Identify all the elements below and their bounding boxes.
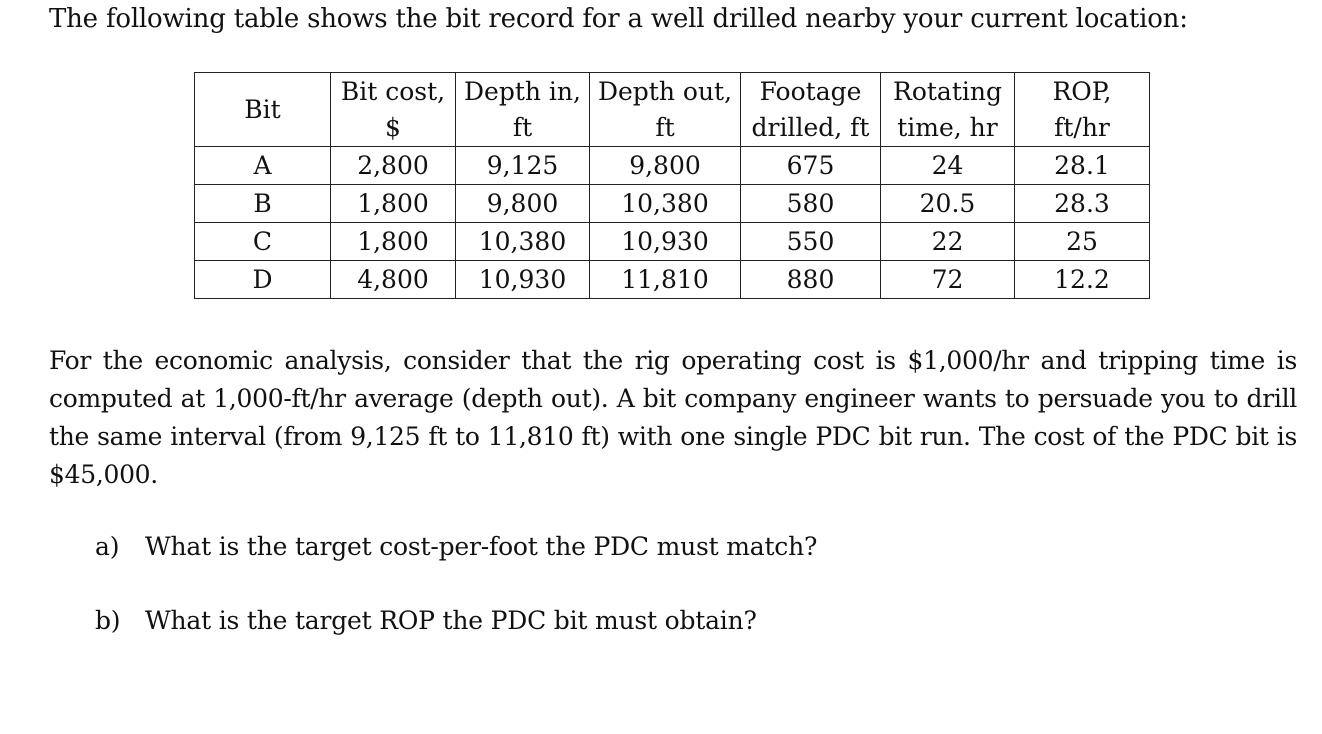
header-rop-line2: ft/hr — [1054, 112, 1110, 142]
header-rotating-time-line1: Rotating — [893, 76, 1002, 106]
header-depth-in-line1: Depth in, — [464, 76, 581, 106]
cell-depth-in: 9,125 — [456, 147, 590, 185]
header-bit-line1: Bit — [244, 94, 281, 124]
header-footage — [741, 73, 881, 147]
cell-bit: B — [195, 185, 331, 223]
cell-depth-in: 10,930 — [456, 261, 590, 299]
cell-bit: A — [195, 147, 331, 185]
cell-depth-out: 10,930 — [590, 223, 741, 261]
table-header-row — [195, 73, 1150, 147]
problem-paragraph: For the economic analysis, consider that the rig operating cost is $1,000/hr and tripping time is computed at 1,000-ft/hr average (depth out). A bit company engineer wants to persuade you to drill the same interval (from 9,125 ft to 11,810 ft) with one single PDC bit run. The cost of the PDC bit is $45,000. — [49, 346, 1297, 489]
bit-record-table — [194, 72, 1150, 299]
cell-bit-cost: 1,800 — [331, 223, 456, 261]
header-bit-cost-line2: $ — [385, 112, 401, 142]
table-row — [195, 261, 1150, 299]
question-b-text: What is the target ROP the PDC bit must obtain? — [145, 606, 757, 635]
header-rotating-time-line2: time, hr — [897, 112, 998, 142]
cell-bit-cost: 4,800 — [331, 261, 456, 299]
question-a-text: What is the target cost-per-foot the PDC must match? — [145, 532, 818, 561]
cell-footage: 550 — [741, 223, 881, 261]
cell-bit: C — [195, 223, 331, 261]
cell-footage: 675 — [741, 147, 881, 185]
cell-depth-out: 9,800 — [590, 147, 741, 185]
header-bit-cost — [331, 73, 456, 147]
cell-footage: 580 — [741, 185, 881, 223]
cell-rop: 25 — [1015, 223, 1150, 261]
header-bit-cost-line1: Bit cost, — [340, 76, 446, 106]
question-a-marker: a) — [95, 532, 120, 561]
question-a — [95, 530, 817, 564]
header-depth-out-line1: Depth out, — [597, 76, 733, 106]
header-depth-out-line2: ft — [655, 112, 675, 142]
cell-rotating-time: 72 — [881, 261, 1015, 299]
cell-rotating-time: 24 — [881, 147, 1015, 185]
header-depth-out — [590, 73, 741, 147]
header-rop — [1015, 73, 1150, 147]
header-footage-line2: drilled, ft — [751, 112, 870, 142]
cell-depth-in: 10,380 — [456, 223, 590, 261]
header-rop-line1: ROP, — [1052, 76, 1112, 106]
cell-depth-out: 10,380 — [590, 185, 741, 223]
cell-rop: 28.3 — [1015, 185, 1150, 223]
cell-rotating-time: 22 — [881, 223, 1015, 261]
cell-depth-in: 9,800 — [456, 185, 590, 223]
table-row — [195, 147, 1150, 185]
header-depth-in-line2: ft — [512, 112, 533, 142]
question-b — [95, 604, 757, 638]
cell-rop: 12.2 — [1015, 261, 1150, 299]
cell-rop: 28.1 — [1015, 147, 1150, 185]
header-depth-in — [456, 73, 590, 147]
header-bit — [195, 73, 331, 147]
intro-text: The following table shows the bit record for a well drilled nearby your current location: — [49, 4, 1188, 34]
question-b-marker: b) — [95, 606, 121, 635]
cell-bit-cost: 1,800 — [331, 185, 456, 223]
header-rotating-time — [881, 73, 1015, 147]
cell-depth-out: 11,810 — [590, 261, 741, 299]
table-row — [195, 185, 1150, 223]
header-footage-line1: Footage — [759, 76, 862, 106]
cell-footage: 880 — [741, 261, 881, 299]
cell-bit: D — [195, 261, 331, 299]
cell-bit-cost: 2,800 — [331, 147, 456, 185]
table-row — [195, 223, 1150, 261]
cell-rotating-time: 20.5 — [881, 185, 1015, 223]
